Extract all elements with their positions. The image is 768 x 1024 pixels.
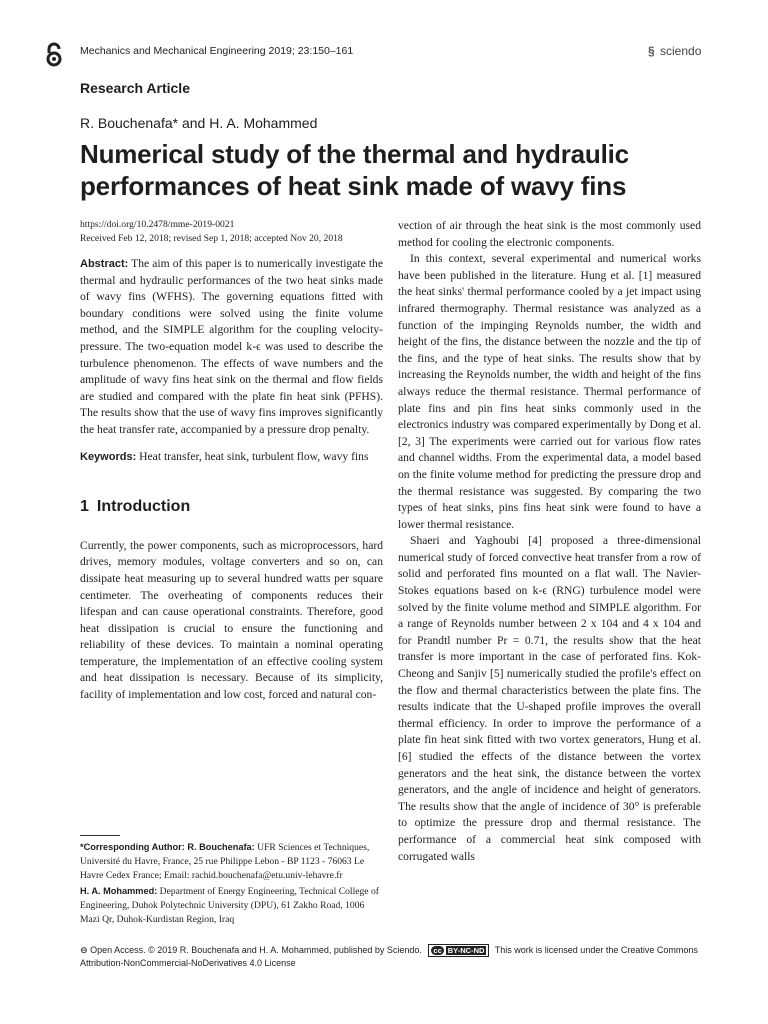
received-dates: Received Feb 12, 2018; revised Sep 1, 2018; accepted Nov 20, 2018: [80, 233, 343, 244]
open-access-icon: [44, 42, 64, 68]
article-title: Numerical study of the thermal and hydraulic performances of heat sink made of wavy fins: [80, 139, 629, 201]
section-title: Introduction: [96, 498, 191, 516]
article-type: Research Article: [80, 80, 190, 96]
corresponding-author-note: [80, 840, 385, 884]
second-author-label: H. A. Mohammed:: [80, 885, 158, 896]
authors-line: R. Bouchenafa* and H. A. Mohammed: [80, 115, 318, 131]
open-access-mini-icon: ⊖: [80, 945, 88, 955]
license-bar: [80, 944, 720, 969]
second-author-note: [80, 884, 385, 928]
keywords-label: Keywords:: [80, 450, 137, 463]
left-column: [80, 218, 383, 704]
doi-link[interactable]: https://doi.org/10.2478/mme-2019-0021: [80, 219, 235, 230]
license-text: This work is licensed under the Creative Commons Attribution-NonCommercial-NoDerivatives 4.0 License: [80, 945, 698, 969]
footnote-rule: [80, 835, 120, 836]
cc-license-badge[interactable]: [428, 944, 489, 957]
open-access-statement: Open Access. © 2019 R. Bouchenafa and H. A. Mohammed, published by Sciendo.: [90, 945, 422, 955]
continued-paragraph: vection of air through the heat sink is the most commonly used method for cooling the electronic components.: [398, 219, 701, 249]
section-number: 1: [80, 498, 89, 516]
abstract-label: Abstract:: [80, 258, 129, 270]
abstract: [80, 256, 383, 439]
corresponding-author-label: *Corresponding Author: R. Bouchenafa:: [80, 842, 255, 852]
brand-label: sciendo: [660, 44, 702, 58]
abstract-text: The aim of this paper is to numerically investigate the thermal and hydraulic performances of the two heat sinks made of wavy fins (WFHS). The governing equations fitted with boundary conditions were solved using the finite volume method, and the SIMPLE algorithm for the coupling velocity-pressure. The two-equation model k-ϵ was used to describe the turbulence phenomenon. The effects of wave numbers and the amplitude of wavy fins heat sink on the thermal and flow fields are studied and compared with the plate fin heat sink (PFHS). The results show that the use of wavy fins improves significantly the heat transfer rate, accompanied by a pressure drop penalty.: [80, 257, 383, 436]
second-author-affiliation: Department of Energy Engineering, Technical College of Engineering, Duhok Polytechnic University (DPU), 61 Zakho Road, 1006 Mazi Qr, Duhok-Kurdistan Region, Iraq: [80, 885, 379, 926]
sciendo-s-icon: §: [648, 44, 655, 58]
cc-icon: cc: [433, 946, 442, 956]
intro-paragraph-1: Currently, the power components, such as microprocessors, hard drives, memory modules, voltage converters and so on, can dissipate heat measuring up to several hundred watts per square centimeter. The overheating of components reduces their lifespan and can cause operational constraints. Therefore, good heat dissipation is crucial to ensure the functioning and reliability of these devices. To maintain a nominal operating temperature, the implementation of an effective cooling system and heat dissipation is necessary. Because of its simplicity, facility of implementation and low cost, forced and natural con-: [80, 538, 383, 702]
journal-citation: Mechanics and Mechanical Engineering 2019; 23:150–161: [80, 45, 354, 57]
literature-paragraph-1: In this context, several experimental and numerical works have been published in the literature. Hung et al. [1] measured the heat sinks' thermal performance cooled by a jet impact using infrared thermography. Thermal resistance was analyzed as a function of the impinging Reynolds number, the width and height of the fins, the distance between the nozzle and the tip of the fins, and the type of heat sinks. The results show that by increasing the Reynolds number, the width and height of the fins always reduce the thermal resistance. Thermal performance of plate fins and pin fins heat sinks commonly used in the electronics industry was compared experimentally by Dong et al. [2, 3] The experiments were carried out for various flow rates and channel widths. From the experimental data, a model based on the finite volume method for predicting the pressure drop and the thermal resistance was suggested. By comparing the two types of heat sinks, pins fins heat sink were found to have a lower thermal resistance.: [398, 252, 701, 531]
publisher-brand[interactable]: [648, 44, 701, 58]
literature-paragraph-2: Shaeri and Yaghoubi [4] proposed a three-dimensional numerical study of forced convective heat transfer from a row of solid and perforated fins mounted on a flat wall. The Navier-Stokes equations based on k-ϵ (RNG) turbulence model were solved by the finite volume method and SIMPLE algorithm. For a range of Reynolds number between 2 x 104 and 4 x 104 and for Prandtl number Pr = 0.71, the results show that the heat transfer is more important in the case of perforated fins. Kok-Cheong and Sanjiv [5] numerically studied the profile's effect on the flow and thermal characteristics between the plate fins. The results indicate that the U-shaped profile improves the overall thermal efficiency. In order to improve the performance of a plate fin heat sink fitted with two vortex generators, Hung et al. [6] studied the effects of the distance between the vortex generators and the heat sink, the distance between the vortex generators, and the angle of incidence and height of generators. The results show that the angle of incidence of 30° is preferable to optimize the pressure drop and thermal resistance. The performance of a commercial heat sink composed with corrugated walls: [398, 534, 701, 863]
author-footnote: [80, 835, 385, 927]
section-heading-introduction: [80, 499, 383, 516]
keywords-text: Heat transfer, heat sink, turbulent flow, wavy fins: [139, 449, 369, 463]
keywords: [80, 449, 383, 466]
corresponding-author-affiliation: UFR Sciences et Techniques, Université du Havre, France, 25 rue Philippe Lebon - BP 1123 - 76063 Le Havre Cedex France; Email: rachid.bouchenafa@etu.univ-lehavre.fr: [80, 842, 370, 882]
right-column: [398, 218, 701, 865]
cc-badge-label: BY-NC-ND: [447, 946, 485, 956]
